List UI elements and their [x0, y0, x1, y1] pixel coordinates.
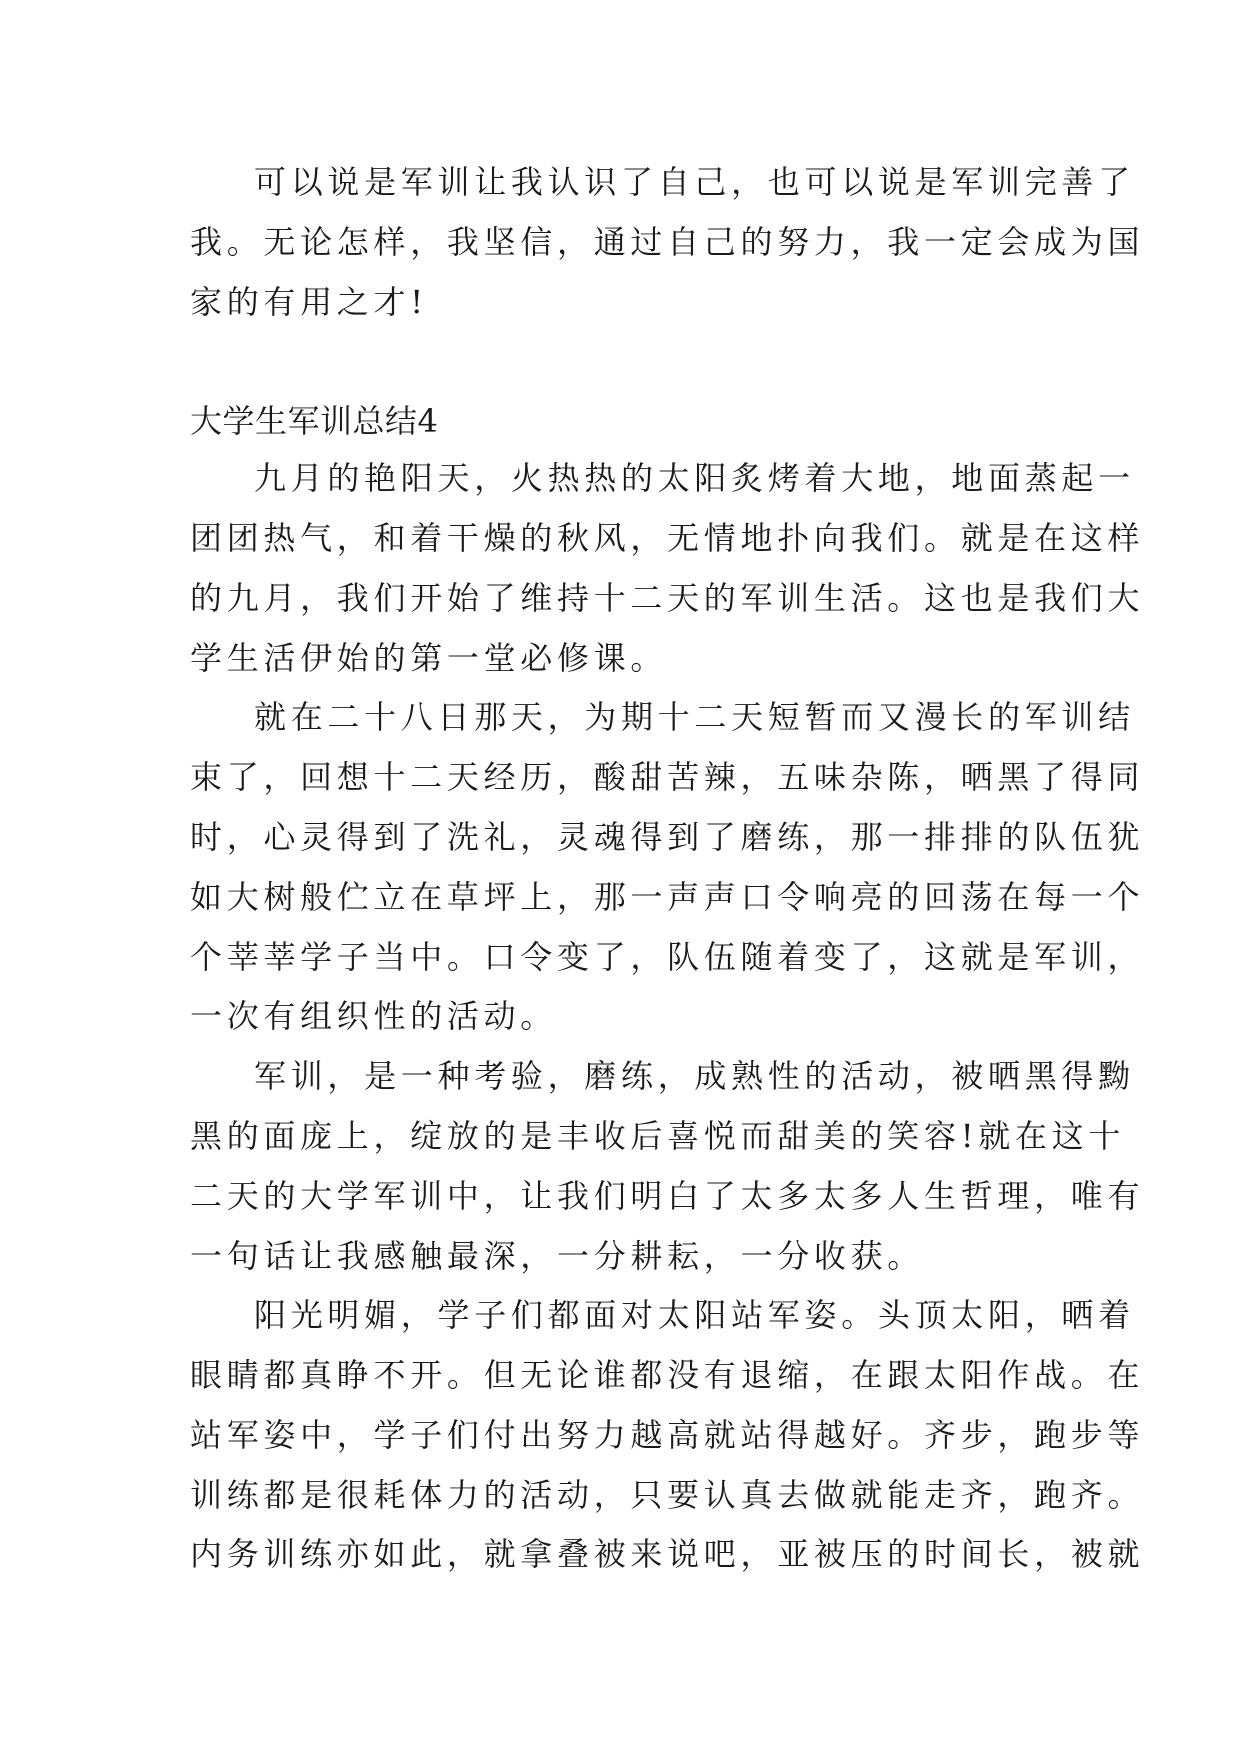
text-line: 家的有用之才!	[190, 283, 428, 321]
text-line: 黑的面庞上，绽放的是丰收后喜悦而甜美的笑容!就在这十	[190, 1117, 1126, 1155]
text-line: 眼睛都真睁不开。但无论谁都没有退缩，在跟太阳作战。在	[190, 1356, 1145, 1394]
text-line: 训练都是很耗体力的活动，只要认真去做就能走齐，跑齐。	[190, 1476, 1145, 1514]
text-line: 我。无论怎样，我坚信，通过自己的努力，我一定会成为国	[190, 223, 1145, 261]
text-line: 束了，回想十二天经历，酸甜苦辣，五味杂陈，晒黑了得同	[190, 758, 1145, 796]
text-line: 一句话让我感触最深，一分耕耘，一分收获。	[190, 1237, 925, 1275]
text-line: 可以说是军训让我认识了自己，也可以说是军训完善了	[254, 163, 1135, 201]
text-line: 站军姿中，学子们付出努力越高就站得越好。齐步，跑步等	[190, 1416, 1145, 1454]
text-line: 就在二十八日那天，为期十二天短暂而又漫长的军训结	[254, 698, 1135, 736]
text-line: 内务训练亦如此，就拿叠被来说吧，亚被压的时间长，被就	[190, 1535, 1145, 1573]
text-line: 学生活伊始的第一堂必修课。	[190, 639, 668, 677]
text-line: 二天的大学军训中，让我们明白了太多太多人生哲理，唯有	[190, 1177, 1145, 1215]
section-title: 大学生军训总结4	[190, 402, 439, 440]
text-line: 一次有组织性的活动。	[190, 997, 558, 1035]
text-line: 阳光明媚，学子们都面对太阳站军姿。头顶太阳，晒着	[254, 1296, 1135, 1334]
text-line: 个莘莘学子当中。口令变了，队伍随着变了，这就是军训，	[190, 938, 1145, 976]
text-line: 如大树般伫立在草坪上，那一声声口令响亮的回荡在每一个	[190, 878, 1145, 916]
text-line: 团团热气，和着干燥的秋风，无情地扑向我们。就是在这样	[190, 519, 1145, 557]
text-line: 九月的艳阳天，火热热的太阳炙烤着大地，地面蒸起一	[254, 459, 1135, 497]
text-line: 的九月，我们开始了维持十二天的军训生活。这也是我们大	[190, 579, 1145, 617]
text-line: 时，心灵得到了洗礼，灵魂得到了磨练，那一排排的队伍犹	[190, 818, 1145, 856]
text-line: 军训，是一种考验，磨练，成熟性的活动，被晒黑得黝	[254, 1057, 1135, 1095]
